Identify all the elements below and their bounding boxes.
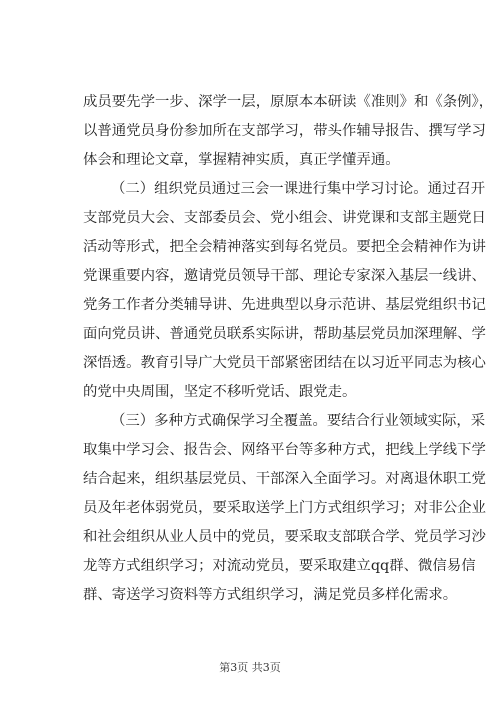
paragraph-3-line-1: （三）多种方式确保学习全覆盖。要结合行业领域实际，采 [111, 413, 486, 429]
paragraph-1-line-2: 以普通党员身份参加所在支部学习，带头作辅导报告、撰写学习 [83, 123, 486, 139]
paragraph-3-line-2: 取集中学习会、报告会、网络平台等多种方式，把线上学线下学 [83, 442, 486, 458]
paragraph-2-line-7: 深悟透。教育引导广大党员干部紧密团结在以习近平同志为核心 [83, 355, 486, 371]
paragraph-2-line-3: 活动等形式，把全会精神落实到每名党员。要把全会精神作为讲 [83, 239, 486, 255]
paragraph-1-line-3: 体会和理论文章，掌握精神实质，真正学懂弄通。 [83, 152, 400, 168]
paragraph-3-line-6: 龙等方式组织学习；对流动党员，要采取建立qq群、微信易信 [83, 558, 476, 574]
paragraph-2-line-1: （二）组织党员通过三会一课进行集中学习讨论。通过召开 [111, 181, 486, 197]
paragraph-2-line-5: 党务工作者分类辅导讲、先进典型以身示范讲、基层党组织书记 [83, 297, 486, 313]
paragraph-3-line-3: 结合起来，组织基层党员、干部深入全面学习。对离退休职工党 [83, 471, 486, 487]
document-body [83, 88, 494, 610]
paragraph-2-line-4: 党课重要内容，邀请党员领导干部、理论专家深入基层一线讲、 [83, 268, 486, 284]
paragraph-2-line-8: 的党中央周围，坚定不移听党话、跟党走。 [83, 384, 357, 400]
paragraph-3-line-7: 群、寄送学习资料等方式组织学习，满足党员多样化需求。 [83, 587, 458, 603]
paragraph-3-line-5: 和社会组织从业人员中的党员，要采取支部联合学、党员学习沙 [83, 529, 486, 545]
paragraph-1-line-1: 成员要先学一步、深学一层，原原本本研读《准则》和《条例》， [83, 94, 494, 110]
paragraph-2-line-2: 支部党员大会、支部委员会、党小组会、讲党课和支部主题党日 [83, 210, 486, 226]
paragraph-3-line-4: 员及年老体弱党员，要采取送学上门方式组织学习；对非公企业 [83, 500, 486, 516]
paragraph-2-line-6: 面向党员讲、普通党员联系实际讲，帮助基层党员加深理解、学 [83, 326, 486, 342]
page-indicator: 第3页 共3页 [219, 661, 281, 674]
page-footer [0, 660, 500, 676]
